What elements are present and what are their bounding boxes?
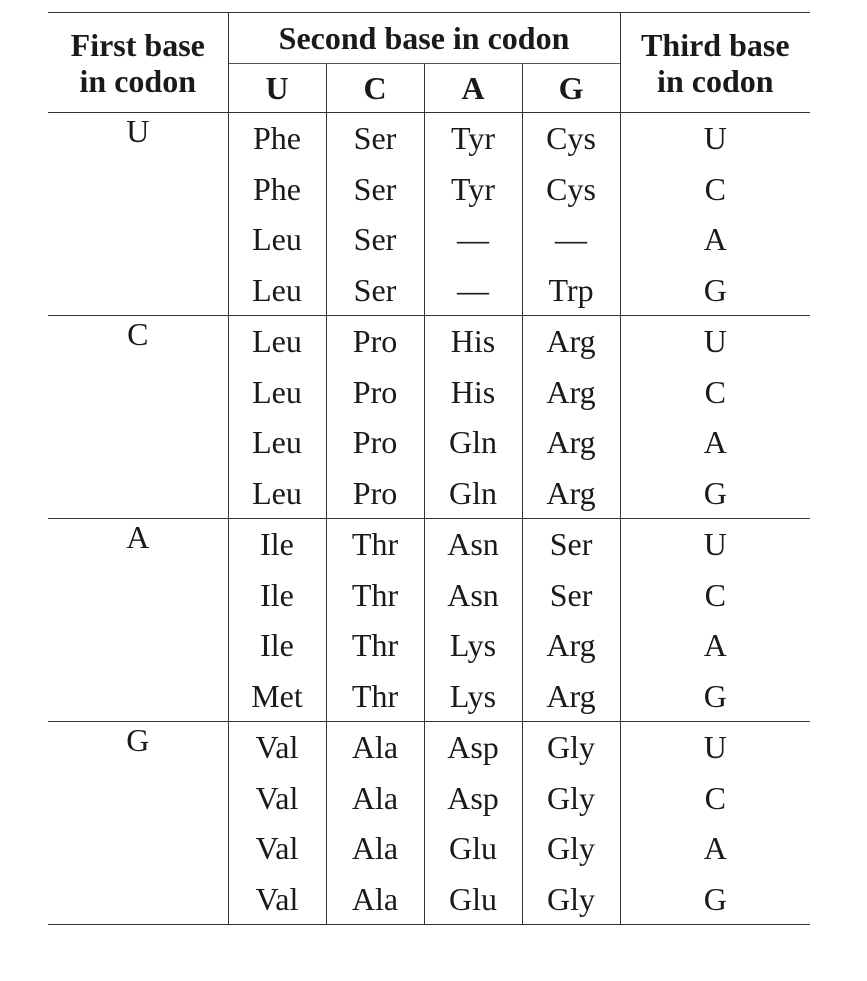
amino-acid-cell-g: Arg [546, 323, 596, 360]
amino-acid-cell-a: Glu [424, 874, 522, 925]
amino-acid-cell-u: Phe [228, 164, 326, 215]
first-base-cell: G [48, 722, 228, 925]
amino-acid-cell-u: Leu [228, 316, 326, 367]
table-row [48, 722, 810, 773]
amino-acid-cell-c: Ser [326, 265, 424, 316]
amino-acid-cell-a: Gln [424, 468, 522, 519]
amino-acid-cell-u: Met [228, 671, 326, 722]
second-base-a-header: A [424, 64, 522, 113]
amino-acid-cell-a: Gln [424, 417, 522, 468]
amino-acid-cell-c: Ala [326, 874, 424, 925]
amino-acid-cell-c: Pro [326, 417, 424, 468]
amino-acid-cell-g: Gly [547, 830, 596, 867]
amino-acid-cell-g: Cys [546, 120, 596, 157]
amino-acid-cell-u: Leu [228, 214, 326, 265]
first-base-cell: C [48, 316, 228, 519]
first-base-cell: U [48, 113, 228, 316]
amino-acid-cell-a: His [424, 316, 522, 367]
first-base-cell: A [48, 519, 228, 722]
first-base-header [48, 13, 228, 113]
amino-acid-cell-g: Arg [546, 424, 596, 461]
amino-acid-cell-a: — [424, 265, 522, 316]
amino-acid-cell-c: Thr [326, 519, 424, 570]
amino-acid-cell-a: Asn [424, 570, 522, 621]
third-base-cell: C [620, 570, 810, 621]
amino-acid-cell-g: Gly [547, 779, 596, 816]
amino-acid-cell-a: Tyr [424, 164, 522, 215]
amino-acid-cell-g: Arg [546, 677, 596, 714]
amino-acid-cell-c: Pro [326, 316, 424, 367]
amino-acid-cell-c: Pro [326, 468, 424, 519]
amino-acid-cell-u: Ile [228, 519, 326, 570]
amino-acid-cell-c: Ala [326, 823, 424, 874]
amino-acid-cell-g: Trp [548, 271, 594, 308]
amino-acid-cell-g: Arg [546, 627, 596, 664]
amino-acid-cell-u: Ile [228, 570, 326, 621]
amino-acid-cell-c: Pro [326, 367, 424, 418]
amino-acid-cell-a: His [424, 367, 522, 418]
third-base-cell: G [620, 671, 810, 722]
amino-acid-cell-u: Val [228, 874, 326, 925]
amino-acid-cell-u: Leu [228, 265, 326, 316]
amino-acid-cell-g: Cys [546, 170, 596, 207]
second-base-header: Second base in codon [228, 13, 620, 64]
amino-acid-cell-c: Ser [326, 164, 424, 215]
amino-acid-cell-a: Lys [424, 620, 522, 671]
third-base-cell: C [620, 164, 810, 215]
amino-acid-cell-u: Val [228, 823, 326, 874]
second-base-g-header: G [558, 70, 584, 106]
amino-acid-cell-c: Thr [326, 570, 424, 621]
amino-acid-cell-u: Val [228, 722, 326, 773]
amino-acid-cell-a: — [424, 214, 522, 265]
amino-acid-cell-g: Arg [546, 474, 596, 511]
table-row [48, 316, 810, 367]
amino-acid-cell-a: Tyr [424, 113, 522, 164]
third-base-cell: A [620, 214, 810, 265]
second-base-c-header: C [326, 64, 424, 113]
third-base-header [620, 13, 810, 113]
amino-acid-cell-u: Leu [228, 367, 326, 418]
amino-acid-cell-a: Asn [424, 519, 522, 570]
amino-acid-cell-g: Ser [549, 526, 593, 563]
amino-acid-cell-g: Gly [547, 729, 596, 766]
third-base-cell: A [620, 417, 810, 468]
amino-acid-cell-u: Leu [228, 468, 326, 519]
third-base-cell: C [620, 773, 810, 824]
third-base-cell: G [620, 265, 810, 316]
third-base-cell: C [620, 367, 810, 418]
amino-acid-cell-g: Arg [546, 373, 596, 410]
second-base-u-header: U [228, 64, 326, 113]
amino-acid-cell-g: Gly [547, 880, 596, 917]
amino-acid-cell-a: Asp [424, 722, 522, 773]
amino-acid-cell-c: Ala [326, 773, 424, 824]
amino-acid-cell-g: — [555, 221, 588, 258]
amino-acid-cell-u: Ile [228, 620, 326, 671]
amino-acid-cell-a: Asp [424, 773, 522, 824]
third-base-cell: U [620, 316, 810, 367]
codon-table [48, 12, 810, 925]
third-base-cell: U [620, 519, 810, 570]
third-base-cell: A [620, 620, 810, 671]
amino-acid-cell-c: Thr [326, 671, 424, 722]
third-base-header-line1: Third base [641, 26, 790, 63]
third-base-cell: A [620, 823, 810, 874]
third-base-header-line2: in codon [657, 62, 774, 99]
table-header [48, 13, 810, 113]
amino-acid-cell-c: Thr [326, 620, 424, 671]
amino-acid-cell-c: Ser [326, 113, 424, 164]
amino-acid-cell-g: Ser [549, 576, 593, 613]
third-base-cell: U [620, 113, 810, 164]
first-base-header-line1: First base [70, 26, 205, 63]
first-base-header-line2: in codon [79, 62, 196, 99]
amino-acid-cell-u: Leu [228, 417, 326, 468]
amino-acid-cell-u: Val [228, 773, 326, 824]
amino-acid-cell-a: Glu [424, 823, 522, 874]
amino-acid-cell-c: Ala [326, 722, 424, 773]
third-base-cell: G [620, 874, 810, 925]
third-base-cell: G [620, 468, 810, 519]
third-base-cell: U [620, 722, 810, 773]
table-row [48, 113, 810, 164]
amino-acid-cell-a: Lys [424, 671, 522, 722]
table-body [48, 113, 810, 925]
amino-acid-cell-u: Phe [228, 113, 326, 164]
table-row [48, 519, 810, 570]
amino-acid-cell-c: Ser [326, 214, 424, 265]
